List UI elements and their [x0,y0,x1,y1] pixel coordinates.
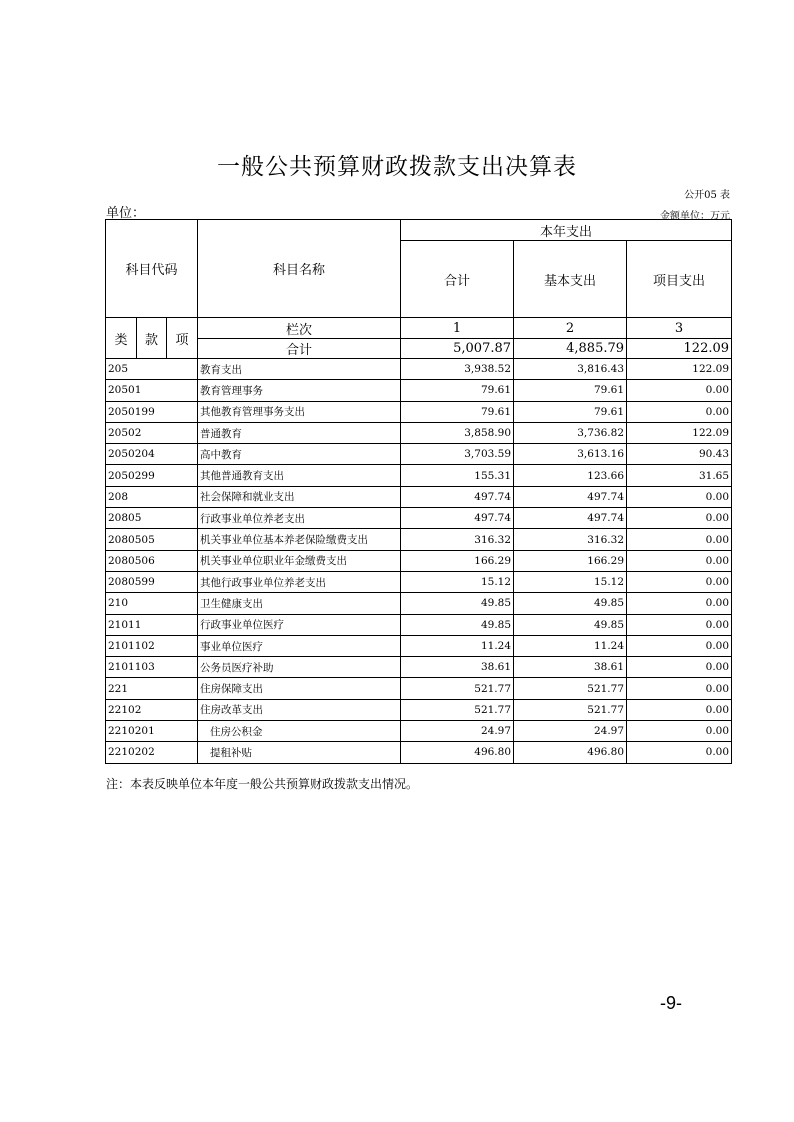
basic-amount-cell: 496.80 [514,742,627,763]
project-amount-cell: 0.00 [627,529,732,550]
grand-total-label: 合计 [198,339,401,359]
subject-code-cell: 20501 [106,380,198,401]
project-amount-cell: 0.00 [627,657,732,678]
subject-name-cell: 机关事业单位职业年金缴费支出 [198,550,401,571]
total-amount-cell: 3,858.90 [401,422,514,443]
table-row [106,380,732,401]
subject-name-cell: 卫生健康支出 [198,593,401,614]
subject-name-cell: 行政事业单位养老支出 [198,508,401,529]
subject-name-cell: 住房保障支出 [198,678,401,699]
subject-code-cell: 2050204 [106,444,198,465]
table-row [106,422,732,443]
column-index-1: 1 [401,318,514,339]
unit-label: 单位： [106,206,146,221]
subject-name-cell: 社会保障和就业支出 [198,486,401,507]
subject-name-cell: 普通教育 [198,422,401,443]
project-amount-cell: 0.00 [627,550,732,571]
project-amount-cell: 0.00 [627,678,732,699]
basic-amount-cell: 497.74 [514,486,627,507]
total-column-header: 合计 [401,241,514,318]
basic-amount-cell: 11.24 [514,635,627,656]
total-amount-cell: 497.74 [401,508,514,529]
subject-code-cell: 22102 [106,699,198,720]
project-amount-cell: 0.00 [627,401,732,422]
subject-name-cell: 机关事业单位基本养老保险缴费支出 [198,529,401,550]
table-row [106,359,732,380]
subject-code-cell: 2101103 [106,657,198,678]
subject-code-cell: 208 [106,486,198,507]
project-amount-cell: 0.00 [627,571,732,592]
table-row [106,593,732,614]
current-year-header: 本年支出 [401,220,732,241]
subject-name-cell: 其他普通教育支出 [198,465,401,486]
table-row [106,444,732,465]
project-amount-cell: 122.09 [627,359,732,380]
subject-code-cell: 2050199 [106,401,198,422]
table-row [106,678,732,699]
basic-amount-cell: 24.97 [514,721,627,742]
total-amount-cell: 24.97 [401,721,514,742]
total-amount-cell: 3,703.59 [401,444,514,465]
basic-amount-cell: 123.66 [514,465,627,486]
project-amount-cell: 31.65 [627,465,732,486]
total-amount-cell: 155.31 [401,465,514,486]
basic-amount-cell: 38.61 [514,657,627,678]
project-amount-cell: 0.00 [627,635,732,656]
subject-code-cell: 2210201 [106,721,198,742]
table-row [106,465,732,486]
subject-code-cell: 210 [106,593,198,614]
total-amount-cell: 11.24 [401,635,514,656]
basic-amount-cell: 15.12 [514,571,627,592]
table-row [106,401,732,422]
subject-code-cell: 20502 [106,422,198,443]
page-title: 一般公共预算财政拨款支出决算表 [217,154,577,180]
total-amount-cell: 49.85 [401,593,514,614]
subject-code-cell: 221 [106,678,198,699]
total-amount-cell: 166.29 [401,550,514,571]
table-note: 注：本表反映单位本年度一般公共预算财政拨款支出情况。 [106,777,419,791]
total-amount-cell: 15.12 [401,571,514,592]
column-index-3: 3 [627,318,732,339]
subject-code-cell: 205 [106,359,198,380]
subject-code-cell: 2080506 [106,550,198,571]
project-amount-cell: 122.09 [627,422,732,443]
table-row [106,529,732,550]
total-amount-cell: 316.32 [401,529,514,550]
table-row [106,657,732,678]
project-amount-cell: 0.00 [627,380,732,401]
grand-total-project: 122.09 [627,339,732,359]
basic-amount-cell: 521.77 [514,678,627,699]
table-row [106,550,732,571]
basic-amount-cell: 79.61 [514,401,627,422]
total-amount-cell: 79.61 [401,380,514,401]
subject-name-cell: 教育管理事务 [198,380,401,401]
amount-unit-label: 金额单位：万元 [660,211,730,222]
header-row-1 [106,220,732,241]
basic-amount-cell: 49.85 [514,614,627,635]
project-amount-cell: 0.00 [627,508,732,529]
basic-column-header: 基本支出 [514,241,627,318]
subject-name-cell: 其他行政事业单位养老支出 [198,571,401,592]
total-amount-cell: 521.77 [401,699,514,720]
subject-code-header: 科目代码 [106,220,198,318]
project-amount-cell: 0.00 [627,699,732,720]
basic-amount-cell: 166.29 [514,550,627,571]
project-amount-cell: 0.00 [627,593,732,614]
total-amount-cell: 496.80 [401,742,514,763]
basic-amount-cell: 497.74 [514,508,627,529]
table-row [106,486,732,507]
table-row [106,614,732,635]
project-column-header: 项目支出 [627,241,732,318]
project-amount-cell: 0.00 [627,742,732,763]
subject-name-cell: 事业单位医疗 [198,635,401,656]
total-amount-cell: 38.61 [401,657,514,678]
expenditure-table [105,219,732,764]
xiang-header: 项 [167,318,198,359]
subject-code-cell: 2080599 [106,571,198,592]
project-amount-cell: 90.43 [627,444,732,465]
form-number: 公开05 表 [684,190,730,201]
grand-total-row [106,339,732,359]
subject-name-cell: 教育支出 [198,359,401,380]
table-row [106,699,732,720]
total-amount-cell: 521.77 [401,678,514,699]
subject-name-header: 科目名称 [198,220,401,318]
table-row [106,721,732,742]
subject-name-cell: 公务员医疗补助 [198,657,401,678]
table-row [106,635,732,656]
basic-amount-cell: 49.85 [514,593,627,614]
subject-code-cell: 2080505 [106,529,198,550]
basic-amount-cell: 521.77 [514,699,627,720]
kuan-header: 款 [137,318,167,359]
total-amount-cell: 49.85 [401,614,514,635]
total-amount-cell: 79.61 [401,401,514,422]
basic-amount-cell: 79.61 [514,380,627,401]
column-index-2: 2 [514,318,627,339]
subject-code-cell: 2210202 [106,742,198,763]
basic-amount-cell: 3,736.82 [514,422,627,443]
subject-code-cell: 21011 [106,614,198,635]
project-amount-cell: 0.00 [627,614,732,635]
subject-name-cell: 高中教育 [198,444,401,465]
grand-total-amount: 5,007.87 [401,339,514,359]
lei-header: 类 [106,318,137,359]
subject-name-cell: 住房公积金 [198,721,401,742]
total-amount-cell: 3,938.52 [401,359,514,380]
total-amount-cell: 497.74 [401,486,514,507]
table-row [106,742,732,763]
subject-code-cell: 20805 [106,508,198,529]
grand-total-basic: 4,885.79 [514,339,627,359]
subject-code-cell: 2101102 [106,635,198,656]
subject-name-cell: 行政事业单位医疗 [198,614,401,635]
basic-amount-cell: 3,816.43 [514,359,627,380]
page-number: -9- [660,993,682,1013]
basic-amount-cell: 316.32 [514,529,627,550]
table-row [106,508,732,529]
header-row-3 [106,318,732,339]
subject-name-cell: 其他教育管理事务支出 [198,401,401,422]
subject-name-cell: 提租补贴 [198,742,401,763]
subject-name-cell: 住房改革支出 [198,699,401,720]
basic-amount-cell: 3,613.16 [514,444,627,465]
subject-code-cell: 2050299 [106,465,198,486]
project-amount-cell: 0.00 [627,486,732,507]
column-index-label: 栏次 [198,318,401,339]
table-row [106,571,732,592]
project-amount-cell: 0.00 [627,721,732,742]
